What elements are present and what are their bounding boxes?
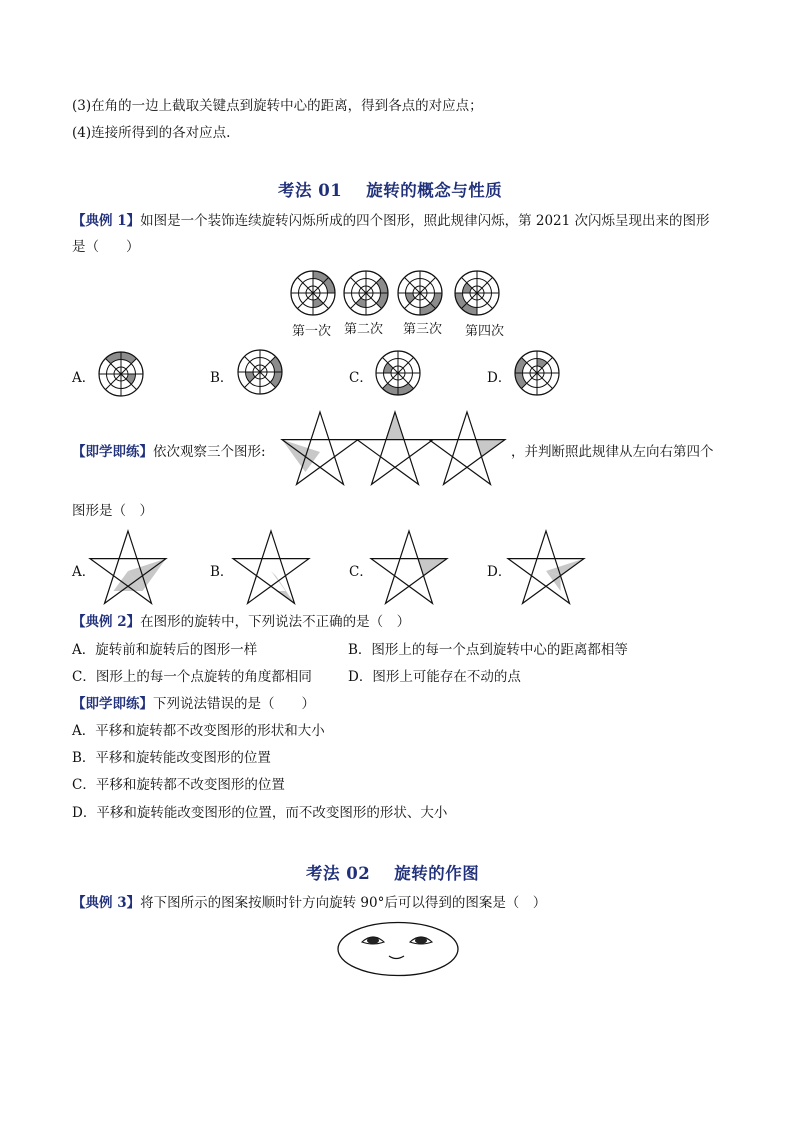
star-2 — [357, 412, 433, 484]
practice1-text-after: ，并判断照此规律从左向右第四个 — [511, 444, 714, 460]
section2-heading — [306, 860, 479, 884]
wheel-sequence — [286, 268, 516, 318]
ex1-option-b-figure[interactable] — [235, 347, 285, 397]
practice1-option-b-figure[interactable] — [233, 533, 313, 605]
ex1-option-b-label[interactable]: B． — [210, 370, 234, 386]
practice1-option-d-label[interactable]: D． — [487, 564, 512, 580]
ex3-question-line: 【典例 3】将下图所示的图案按顺时针方向旋转 90°后可以得到的图案是（ ） — [72, 895, 547, 911]
practice2-question-line: 【即学即练】下列说法错误的是（ ） — [72, 696, 315, 712]
section1-heading — [278, 177, 502, 201]
ex1-tag: 【典例 1】 — [72, 213, 141, 229]
caption-3: 第三次 — [403, 322, 443, 337]
wheel-4 — [455, 271, 499, 315]
section1-title: 旋转的概念与性质 — [366, 181, 503, 200]
practice2-option-d[interactable]: D．平移和旋转能改变图形的位置，而不改变图形的形状、大小 — [72, 805, 448, 821]
practice2-option-a[interactable]: A．平移和旋转都不改变图形的形状和大小 — [72, 723, 325, 739]
wheel-2 — [344, 271, 397, 315]
ex1-option-c-figure[interactable] — [373, 348, 423, 398]
intro-step3: (3)在角的一边上截取关键点到旋转中心的距离，得到各点的对应点； — [72, 98, 483, 114]
ex1-option-a-figure[interactable] — [96, 349, 146, 399]
face-figure — [336, 921, 460, 977]
practice1-option-c-figure[interactable] — [371, 533, 451, 605]
ex2-question-line: 【典例 2】在图形的旋转中，下列说法不正确的是（ ） — [72, 614, 411, 630]
ex1-line1 — [72, 212, 710, 230]
ex3-tag: 【典例 3】 — [72, 895, 141, 911]
ex2-option-d[interactable]: D．图形上可能存在不动的点 — [348, 669, 521, 685]
caption-2: 第二次 — [344, 322, 384, 337]
practice1-tag: 【即学即练】 — [72, 444, 153, 460]
section2-title: 旋转的作图 — [394, 864, 480, 883]
practice1-option-d-figure[interactable] — [508, 533, 588, 605]
practice1-option-b-label[interactable]: B． — [210, 564, 234, 580]
caption-4: 第四次 — [465, 324, 505, 339]
ex1-option-c-label[interactable]: C． — [349, 370, 373, 386]
ex1-text: 如图是一个装饰连续旋转闪烁所成的四个图形，照此规律闪烁，第 2021 次闪烁呈现出来的图形 — [140, 213, 710, 229]
ex1-option-d-label[interactable]: D． — [487, 370, 512, 386]
practice2-tag: 【即学即练】 — [72, 696, 153, 712]
ex1-option-d-figure[interactable] — [512, 348, 562, 398]
practice1-line2: 图形是（ ） — [72, 503, 153, 519]
practice2-option-b[interactable]: B．平移和旋转能改变图形的位置 — [72, 750, 271, 766]
ex2-tag: 【典例 2】 — [72, 614, 141, 630]
practice2-option-c[interactable]: C．平移和旋转都不改变图形的位置 — [72, 777, 285, 793]
star-3 — [429, 412, 505, 484]
ex2-option-a[interactable]: A．旋转前和旋转后的图形一样 — [72, 642, 258, 658]
wheel-3 — [398, 271, 442, 315]
practice1-option-c-label[interactable]: C． — [349, 564, 373, 580]
practice1-star-sequence — [284, 413, 506, 489]
practice1-option-a-figure[interactable] — [90, 533, 170, 605]
face-outline — [338, 923, 458, 976]
ex2-option-b[interactable]: B．图形上的每一个点到旋转中心的距离都相等 — [348, 642, 628, 658]
intro-step4: (4)连接所得到的各对应点. — [72, 125, 231, 141]
wheel-1 — [291, 271, 335, 315]
section1-label: 考法 01 — [278, 181, 343, 200]
ex2-option-c[interactable]: C．图形上的每一个点旋转的角度都相同 — [72, 669, 312, 685]
ex1-option-a-label[interactable]: A． — [72, 370, 96, 386]
ex1-line2: 是（ ） — [72, 239, 140, 255]
caption-1: 第一次 — [292, 324, 332, 339]
section2-label: 考法 02 — [306, 864, 371, 883]
practice1-text-before: 【即学即练】依次观察三个图形: — [72, 444, 266, 460]
star-1 — [282, 412, 358, 484]
practice1-option-a-label[interactable]: A． — [72, 564, 96, 580]
